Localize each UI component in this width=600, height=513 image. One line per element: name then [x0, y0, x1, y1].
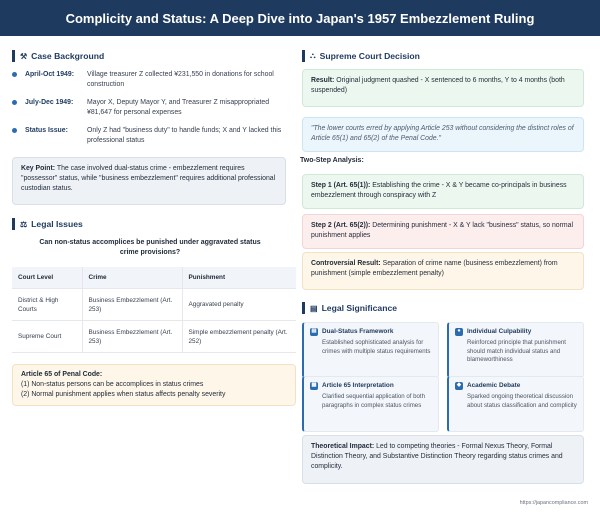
framework-icon: ▤	[311, 328, 317, 334]
left-column	[0, 36, 296, 513]
book-icon: ▦	[311, 382, 317, 388]
card-title: Article 65 Interpretation	[322, 382, 394, 389]
key-point-box	[12, 157, 286, 205]
court-icon: ⛬	[310, 51, 316, 60]
card-description: Sparked ongoing theoretical discussion about status classification and complicity	[467, 393, 577, 409]
table-cell: Business Embezzlement (Art. 253)	[82, 289, 182, 321]
controversial-result-box	[302, 252, 584, 290]
court-quote: "The lower courts erred by applying Article 253 without considering the distinct roles of Article 65(1) and 65(2) of the Penal Code."	[302, 117, 584, 152]
significance-card	[447, 322, 584, 378]
result-text: Original judgment quashed - X sentenced to 6 months, Y to 4 months (both suspended)	[311, 77, 565, 94]
article-title: Article 65 of Penal Code:	[21, 371, 103, 378]
table-cell: District & High Courts	[12, 289, 82, 321]
table-cell: Aggravated penalty	[182, 289, 296, 321]
impact-text: Led to competing theories - Formal Nexus Theory, Formal Distinction Theory, and Substantive Distinction Theory regarding status crimes and complicity.	[311, 443, 563, 470]
step-2-label: Step 2 (Art. 65(2)):	[311, 222, 371, 229]
footer-url[interactable]: https://japancompliance.com	[519, 500, 588, 506]
controversial-label: Controversial Result:	[311, 260, 381, 267]
card-title: Academic Debate	[467, 382, 521, 389]
table-header-row	[12, 267, 296, 289]
column-header: Crime	[82, 267, 182, 289]
page-title: Complicity and Status: A Deep Dive into Japan's 1957 Embezzlement Ruling	[0, 0, 600, 36]
timeline-dot	[12, 72, 17, 77]
impact-label: Theoretical Impact:	[311, 443, 375, 450]
table-cell: Simple embezzlement penalty (Art. 252)	[182, 321, 296, 353]
significance-card	[447, 376, 584, 432]
section-bar	[302, 50, 305, 62]
timeline-item	[12, 126, 288, 146]
column-header: Court Level	[12, 267, 82, 289]
timeline-text: Village treasurer Z collected ¥231,550 in donations for school construction	[87, 71, 274, 88]
article-line: (2) Normal punishment applies when status affects penalty severity	[21, 391, 226, 398]
two-step-heading: Two-Step Analysis:	[300, 157, 364, 164]
result-box	[302, 69, 584, 107]
significance-card	[302, 376, 439, 432]
result-label: Result:	[311, 77, 335, 84]
document-icon: ▤	[310, 303, 318, 313]
case-background-heading: ⚒ Case Background	[12, 50, 104, 62]
card-title: Individual Culpability	[467, 328, 532, 335]
table-cell: Supreme Court	[12, 321, 82, 353]
table-row	[12, 289, 296, 321]
step-2-text: Determining punishment - X & Y lack "business" status, so normal punishment applies	[311, 222, 574, 239]
table-row	[12, 321, 296, 353]
key-point-label: Key Point:	[21, 165, 56, 172]
card-title: Dual-Status Framework	[322, 328, 394, 335]
card-description: Established sophisticated analysis for crimes with multiple status requirements	[322, 339, 431, 355]
gavel-icon: ⚒	[20, 51, 28, 61]
legal-issues-heading: ⚖ Legal Issues	[12, 218, 83, 230]
step-1-label: Step 1 (Art. 65(1)):	[311, 182, 371, 189]
supreme-court-heading: ⛬ Supreme Court Decision	[302, 50, 420, 62]
timeline-item	[12, 70, 288, 90]
step-2-box	[302, 214, 584, 249]
legal-significance-heading: ▤ Legal Significance	[302, 302, 397, 314]
card-description: Clarified sequential application of both paragraphs in complex status crimes	[322, 393, 425, 409]
article-line: (1) Non-status persons can be accomplices in status crimes	[21, 381, 204, 388]
article-65-box	[12, 364, 296, 406]
controversial-text: Separation of crime name (business embezzlement) from punishment (simple embezzlement penalty)	[311, 260, 558, 277]
timeline-date: Status Issue:	[25, 127, 68, 134]
scales-icon: ⚖	[20, 219, 28, 229]
timeline-date: July-Dec 1949:	[25, 99, 74, 106]
card-description: Reinforced principle that punishment should match individual status and blameworthiness	[467, 339, 566, 364]
table-cell: Business Embezzlement (Art. 253)	[82, 321, 182, 353]
person-icon: ●	[455, 328, 463, 336]
section-bar	[12, 218, 15, 230]
section-bar	[12, 50, 15, 62]
column-header: Punishment	[182, 267, 296, 289]
timeline-item	[12, 98, 288, 118]
timeline-dot	[12, 128, 17, 133]
timeline-text: Mayor X, Deputy Mayor Y, and Treasurer Z misappropriated ¥81,647 for personal expenses	[87, 99, 270, 116]
timeline-date: April-Oct 1949:	[25, 71, 75, 78]
step-1-text: Establishing the crime - X & Y became co-principals in business embezzlement through conspiracy with Z	[311, 182, 567, 199]
section-bar	[302, 302, 305, 314]
legal-question: Can non-status accomplices be punished under aggravated status crime provisions?	[39, 239, 261, 256]
timeline-dot	[12, 100, 17, 105]
court-table	[12, 267, 296, 353]
key-point-text: The case involved dual-status crime - embezzlement requires "possessor" status, while "business embezzlement" requires additional professional custodian status.	[21, 165, 276, 192]
timeline-text: Only Z had "business duty" to handle funds; X and Y lacked this professional status	[87, 127, 282, 144]
people-icon: ◆	[456, 382, 462, 388]
significance-card	[302, 322, 439, 378]
step-1-box	[302, 174, 584, 209]
theoretical-impact-box	[302, 435, 584, 484]
right-column	[300, 36, 600, 513]
